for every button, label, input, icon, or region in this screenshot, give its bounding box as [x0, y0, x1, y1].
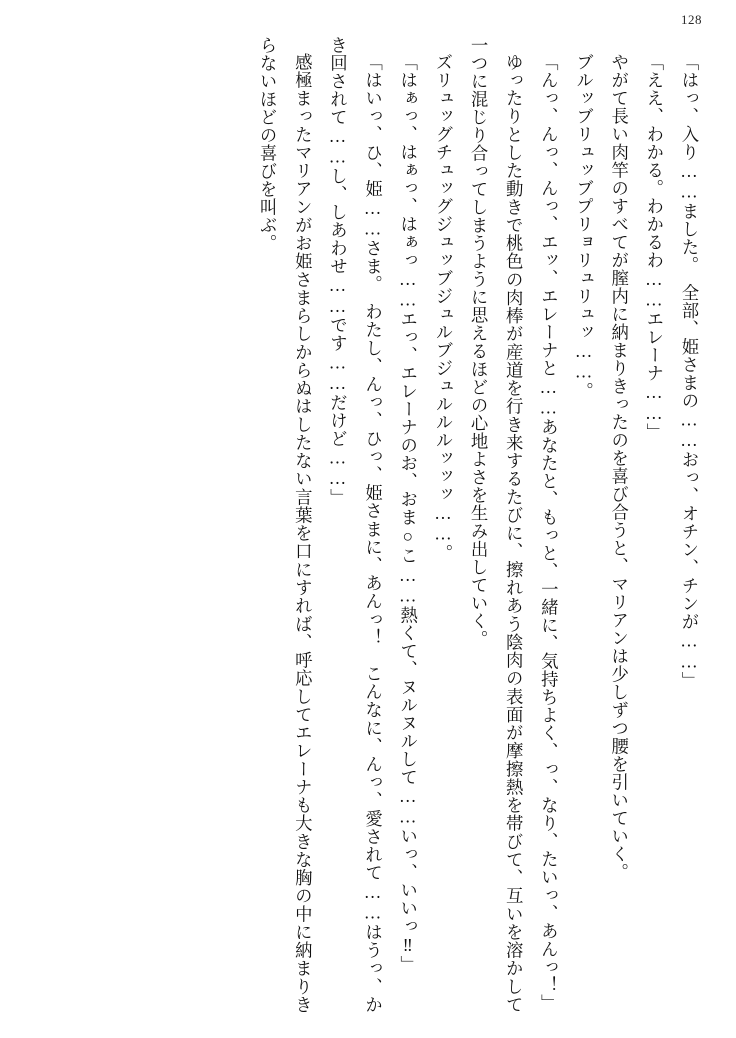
paragraph: ゆったりとした動きで桃色の肉棒が産道を行き来するたびに、擦れあう陰肉の表面が摩擦熱を帯びて、互いを溶かして一つに混じり合ってしまうように思えるほどの心地よさを生み出していく。 [468, 36, 524, 1014]
paragraph: 「はっ、入り……ました。 全部、姫さまの……おっ、オチン、チンが……」 [679, 53, 699, 691]
paragraph: ズリュッグチュッグジュッブジュルブジュルルルッッッ……。 [432, 53, 453, 563]
page-text-body [30, 36, 706, 1014]
paragraph: ブルッブリュッブプリョリュリュッ……。 [573, 53, 594, 401]
paragraph: 「ええ、わかる。わかるわ……エレーナ……」 [643, 53, 664, 442]
paragraph: 「はいっ、ひ、姫……さま。 わたし、んっ、ひっ、姫さまに、あんっ！ こんなに、んっ、愛されて……はうっ、かき回されて……し、しあわせ……です……だけど……」 [327, 36, 383, 1014]
paragraph: 「はぁっ、はぁっ、はぁっ……エっ、エレーナのお、おま○こ……熱くて、ヌルヌルして……いっ、いいっ‼」 [397, 53, 418, 975]
page-number: 128 [681, 12, 702, 27]
paragraph: 「んっ、んっ、んっ、エッ、エレーナと……あなたと、もっと、一緒に、気持ちよく、っ、なり、たいっ、あんっ！」 [538, 53, 559, 1013]
paragraph: やがて長い肉竿のすべてが膣内に納まりきったのを喜び合うと、マリアンは少しずつ腰を引いていく。 [608, 53, 629, 882]
paragraph: 感極まったマリアンがお姫さまらしからぬはしたない言葉を口にすれば、呼応してエレーナも大きな胸の中に納まりきらないほどの喜びを叫ぶ。 [257, 36, 313, 1014]
